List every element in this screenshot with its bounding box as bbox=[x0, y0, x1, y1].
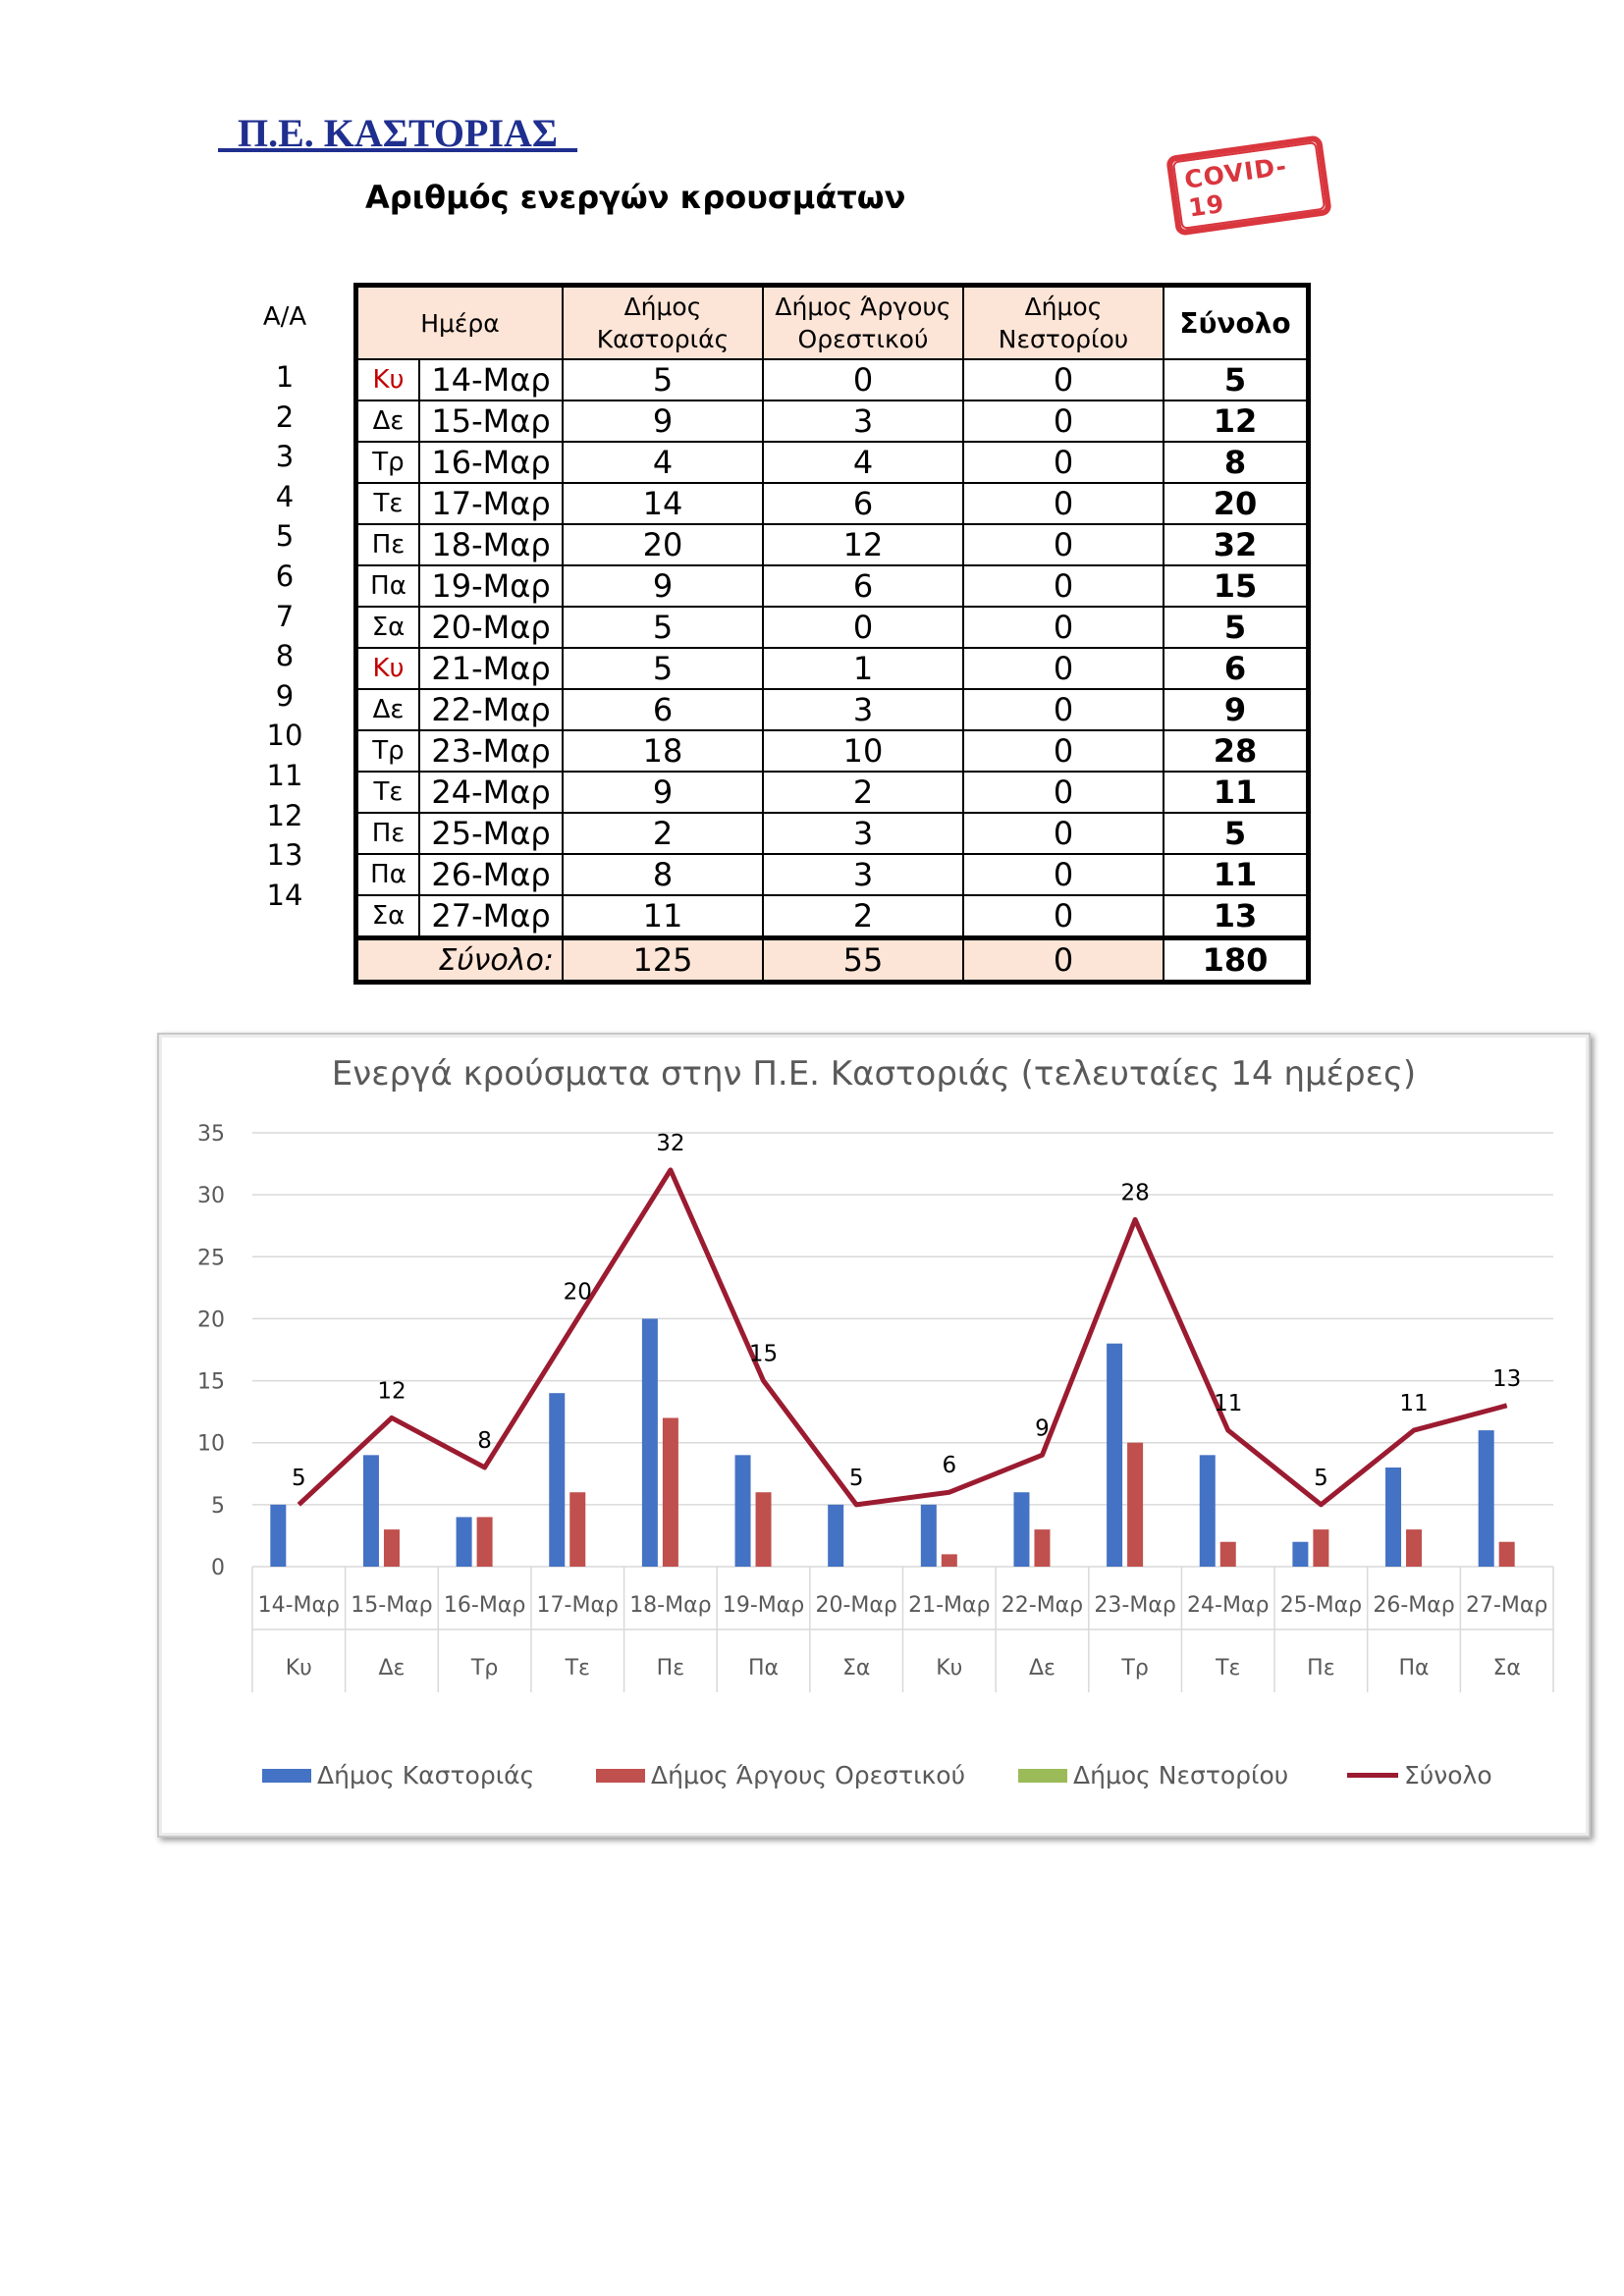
data-label: 13 bbox=[1492, 1365, 1522, 1392]
aa-header: Α/Α bbox=[262, 302, 307, 332]
row-number: 5 bbox=[275, 519, 295, 554]
legend-label: Δήμος Άργους Ορεστικού bbox=[651, 1761, 966, 1789]
kastoria-cell: 5 bbox=[563, 607, 763, 648]
x-day-label: Σα bbox=[1492, 1656, 1521, 1681]
x-tick-label: 18-Μαρ bbox=[629, 1593, 712, 1618]
total-cell: 6 bbox=[1164, 648, 1309, 689]
bar bbox=[384, 1529, 400, 1567]
argos-cell: 1 bbox=[763, 648, 963, 689]
legend-label: Δήμος Νεστορίου bbox=[1073, 1761, 1289, 1789]
nestorio-cell: 0 bbox=[963, 895, 1164, 938]
x-day-label: Κυ bbox=[936, 1656, 963, 1681]
kastoria-cell: 2 bbox=[563, 813, 763, 854]
legend-swatch-icon bbox=[596, 1769, 645, 1783]
kastoria-cell: 18 bbox=[563, 730, 763, 772]
table-row bbox=[356, 813, 1309, 854]
argos-cell: 2 bbox=[763, 772, 963, 813]
y-tick-label: 15 bbox=[197, 1369, 225, 1395]
legend-item bbox=[1018, 1761, 1288, 1789]
date-cell: 25-Μαρ bbox=[419, 813, 563, 854]
table-row bbox=[356, 854, 1309, 895]
nestorio-cell: 0 bbox=[963, 607, 1164, 648]
bar bbox=[1107, 1344, 1122, 1567]
cases-table bbox=[353, 283, 1311, 985]
data-label: 20 bbox=[563, 1279, 592, 1306]
kastoria-cell: 8 bbox=[563, 854, 763, 895]
x-tick-label: 24-Μαρ bbox=[1187, 1593, 1270, 1618]
x-tick-label: 21-Μαρ bbox=[908, 1593, 991, 1618]
total-header: Σύνολο bbox=[1164, 286, 1309, 360]
date-cell: 22-Μαρ bbox=[419, 689, 563, 730]
bar bbox=[1292, 1542, 1308, 1567]
bar bbox=[663, 1417, 678, 1567]
data-label: 28 bbox=[1120, 1180, 1150, 1206]
x-day-label: Πα bbox=[1398, 1656, 1430, 1681]
y-tick-label: 35 bbox=[197, 1122, 225, 1147]
row-number: 11 bbox=[266, 759, 303, 792]
nestorio-cell: 0 bbox=[963, 442, 1164, 483]
legend-item bbox=[596, 1761, 965, 1789]
y-tick-label: 10 bbox=[197, 1431, 225, 1457]
day-cell: Τρ bbox=[356, 730, 420, 772]
sum-kastoria: 125 bbox=[563, 938, 763, 983]
row-number: 2 bbox=[275, 400, 295, 434]
day-cell: Τε bbox=[356, 772, 420, 813]
day-cell: Δε bbox=[356, 689, 420, 730]
row-number: 12 bbox=[266, 798, 303, 832]
bar bbox=[1034, 1529, 1050, 1567]
x-tick-label: 16-Μαρ bbox=[443, 1593, 526, 1618]
kastoria-cell: 9 bbox=[563, 400, 763, 442]
y-tick-label: 25 bbox=[197, 1246, 225, 1271]
bar bbox=[569, 1492, 585, 1567]
x-tick-label: 14-Μαρ bbox=[257, 1593, 341, 1618]
bar bbox=[1479, 1430, 1494, 1567]
date-cell: 19-Μαρ bbox=[419, 565, 563, 607]
nestorio-cell: 0 bbox=[963, 648, 1164, 689]
kastoria-cell: 9 bbox=[563, 772, 763, 813]
table-row bbox=[356, 359, 1309, 400]
x-day-label: Δε bbox=[378, 1656, 406, 1681]
row-number: 3 bbox=[275, 440, 295, 474]
total-cell: 5 bbox=[1164, 607, 1309, 648]
bar bbox=[457, 1517, 472, 1567]
argos-cell: 3 bbox=[763, 813, 963, 854]
bar bbox=[942, 1554, 957, 1567]
argos-cell: 10 bbox=[763, 730, 963, 772]
y-tick-label: 30 bbox=[197, 1184, 225, 1209]
total-cell: 5 bbox=[1164, 813, 1309, 854]
nestorio-cell: 0 bbox=[963, 400, 1164, 442]
y-tick-label: 20 bbox=[197, 1308, 225, 1333]
data-label: 5 bbox=[1314, 1465, 1328, 1491]
y-tick-label: 0 bbox=[211, 1556, 225, 1580]
nestorio-cell: 0 bbox=[963, 813, 1164, 854]
argos-cell: 0 bbox=[763, 359, 963, 400]
sum-nestorio: 0 bbox=[963, 938, 1164, 983]
row-number: 14 bbox=[266, 878, 303, 912]
x-tick-label: 26-Μαρ bbox=[1373, 1593, 1455, 1618]
document-subtitle: Αριθμός ενεργών κρουσμάτων bbox=[365, 179, 906, 216]
bar bbox=[1200, 1455, 1216, 1567]
day-cell: Κυ bbox=[356, 359, 420, 400]
table-row bbox=[356, 648, 1309, 689]
date-cell: 17-Μαρ bbox=[419, 483, 563, 524]
total-cell: 15 bbox=[1164, 565, 1309, 607]
day-cell: Δε bbox=[356, 400, 420, 442]
kastoria-cell: 11 bbox=[563, 895, 763, 938]
date-cell: 15-Μαρ bbox=[419, 400, 563, 442]
legend-line-icon bbox=[1347, 1773, 1398, 1778]
x-day-label: Τρ bbox=[470, 1656, 499, 1681]
argos-cell: 12 bbox=[763, 524, 963, 565]
x-day-label: Σα bbox=[841, 1656, 871, 1681]
day-cell: Σα bbox=[356, 895, 420, 938]
row-number: 9 bbox=[275, 678, 295, 713]
sum-total: 180 bbox=[1164, 938, 1309, 983]
argos-cell: 6 bbox=[763, 483, 963, 524]
bar bbox=[1127, 1443, 1143, 1567]
nestorio-cell: 0 bbox=[963, 854, 1164, 895]
kastoria-cell: 14 bbox=[563, 483, 763, 524]
kastoria-header: Δήμος Καστοριάς bbox=[563, 286, 763, 360]
bar bbox=[1499, 1542, 1515, 1567]
table-row bbox=[356, 565, 1309, 607]
sum-argos: 55 bbox=[763, 938, 963, 983]
table-row bbox=[356, 772, 1309, 813]
argos-cell: 6 bbox=[763, 565, 963, 607]
date-cell: 18-Μαρ bbox=[419, 524, 563, 565]
bar bbox=[477, 1517, 493, 1567]
day-cell: Κυ bbox=[356, 648, 420, 689]
bar bbox=[270, 1505, 286, 1567]
data-label: 32 bbox=[656, 1130, 685, 1156]
day-cell: Σα bbox=[356, 607, 420, 648]
data-label: 9 bbox=[1035, 1415, 1050, 1442]
day-header: Ημέρα bbox=[356, 286, 564, 360]
total-cell: 32 bbox=[1164, 524, 1309, 565]
nestorio-cell: 0 bbox=[963, 524, 1164, 565]
bar bbox=[549, 1393, 565, 1567]
x-tick-label: 22-Μαρ bbox=[1001, 1593, 1084, 1618]
row-number: 10 bbox=[266, 719, 303, 753]
argos-cell: 3 bbox=[763, 854, 963, 895]
data-label: 12 bbox=[377, 1378, 406, 1405]
legend-item bbox=[262, 1761, 534, 1789]
x-day-label: Κυ bbox=[285, 1656, 312, 1681]
nestorio-cell: 0 bbox=[963, 772, 1164, 813]
legend-swatch-icon bbox=[262, 1769, 311, 1783]
table-row bbox=[356, 689, 1309, 730]
x-tick-label: 19-Μαρ bbox=[722, 1593, 805, 1618]
table-row bbox=[356, 895, 1309, 938]
x-day-label: Πα bbox=[748, 1656, 780, 1681]
total-cell: 20 bbox=[1164, 483, 1309, 524]
bar bbox=[1013, 1492, 1029, 1567]
x-tick-label: 15-Μαρ bbox=[351, 1593, 433, 1618]
kastoria-cell: 9 bbox=[563, 565, 763, 607]
covid-stamp-icon bbox=[1165, 134, 1332, 236]
x-day-label: Τε bbox=[1216, 1656, 1241, 1681]
total-cell: 12 bbox=[1164, 400, 1309, 442]
x-tick-label: 20-Μαρ bbox=[815, 1593, 897, 1618]
total-line bbox=[298, 1170, 1506, 1505]
data-label: 5 bbox=[292, 1465, 306, 1491]
total-cell: 5 bbox=[1164, 359, 1309, 400]
kastoria-cell: 20 bbox=[563, 524, 763, 565]
total-cell: 28 bbox=[1164, 730, 1309, 772]
bar bbox=[735, 1455, 751, 1567]
day-cell: Τρ bbox=[356, 442, 420, 483]
date-cell: 27-Μαρ bbox=[419, 895, 563, 938]
data-label: 11 bbox=[1214, 1391, 1243, 1417]
table-row bbox=[356, 483, 1309, 524]
y-tick-label: 5 bbox=[211, 1493, 225, 1519]
total-cell: 9 bbox=[1164, 689, 1309, 730]
total-cell: 8 bbox=[1164, 442, 1309, 483]
date-cell: 26-Μαρ bbox=[419, 854, 563, 895]
date-cell: 16-Μαρ bbox=[419, 442, 563, 483]
bar bbox=[1406, 1529, 1422, 1567]
table-row bbox=[356, 607, 1309, 648]
sum-label: Σύνολο: bbox=[356, 938, 564, 983]
total-cell: 11 bbox=[1164, 854, 1309, 895]
total-cell: 13 bbox=[1164, 895, 1309, 938]
nestorio-cell: 0 bbox=[963, 689, 1164, 730]
stamp-text: COVID-19 bbox=[1172, 141, 1326, 230]
kastoria-cell: 6 bbox=[563, 689, 763, 730]
row-number: 13 bbox=[266, 838, 303, 873]
bar bbox=[363, 1455, 379, 1567]
table-row bbox=[356, 442, 1309, 483]
date-cell: 24-Μαρ bbox=[419, 772, 563, 813]
argos-cell: 2 bbox=[763, 895, 963, 938]
argos-cell: 3 bbox=[763, 689, 963, 730]
x-tick-label: 27-Μαρ bbox=[1465, 1593, 1548, 1618]
chart-title: Ενεργά κρούσματα στην Π.Ε. Καστοριάς (τελευταίες 14 ημέρες) bbox=[331, 1054, 1417, 1094]
date-cell: 14-Μαρ bbox=[419, 359, 563, 400]
x-tick-label: 23-Μαρ bbox=[1094, 1593, 1176, 1618]
x-day-label: Τε bbox=[565, 1656, 590, 1681]
bar bbox=[1313, 1529, 1328, 1567]
nestorio-cell: 0 bbox=[963, 483, 1164, 524]
data-label: 5 bbox=[848, 1465, 864, 1491]
bar bbox=[921, 1505, 937, 1567]
data-label: 8 bbox=[477, 1427, 492, 1454]
date-cell: 21-Μαρ bbox=[419, 648, 563, 689]
argos-cell: 0 bbox=[763, 607, 963, 648]
x-day-label: Δε bbox=[1028, 1656, 1056, 1681]
region-title: Π.Ε. ΚΑΣΤΟΡΙΑΣ bbox=[218, 111, 578, 155]
kastoria-cell: 4 bbox=[563, 442, 763, 483]
nestorio-header: Δήμος Νεστορίου bbox=[963, 286, 1164, 360]
x-day-label: Πε bbox=[1307, 1656, 1335, 1681]
argos-cell: 3 bbox=[763, 400, 963, 442]
table-row bbox=[356, 730, 1309, 772]
row-number: 1 bbox=[275, 360, 295, 394]
chart-frame bbox=[157, 1033, 1591, 1838]
argos-cell: 4 bbox=[763, 442, 963, 483]
bar bbox=[756, 1492, 772, 1567]
bar bbox=[1385, 1468, 1401, 1567]
nestorio-cell: 0 bbox=[963, 565, 1164, 607]
sum-row bbox=[356, 938, 1309, 983]
legend-item bbox=[1347, 1761, 1492, 1789]
kastoria-cell: 5 bbox=[563, 648, 763, 689]
legend-label: Δήμος Καστοριάς bbox=[317, 1761, 535, 1789]
argos-header: Δήμος Άργους Ορεστικού bbox=[763, 286, 963, 360]
day-cell: Πα bbox=[356, 854, 420, 895]
row-number: 4 bbox=[275, 479, 295, 513]
x-day-label: Πε bbox=[656, 1656, 685, 1681]
data-label: 11 bbox=[1399, 1391, 1429, 1417]
day-cell: Πε bbox=[356, 813, 420, 854]
x-tick-label: 17-Μαρ bbox=[536, 1593, 619, 1618]
bar bbox=[642, 1318, 658, 1567]
day-cell: Τε bbox=[356, 483, 420, 524]
legend-label: Σύνολο bbox=[1404, 1761, 1492, 1789]
legend-swatch-icon bbox=[1018, 1769, 1067, 1783]
table-header-row bbox=[356, 286, 1309, 360]
bar bbox=[828, 1505, 843, 1567]
total-cell: 11 bbox=[1164, 772, 1309, 813]
table-row bbox=[356, 524, 1309, 565]
row-number: 7 bbox=[275, 599, 295, 633]
data-label: 6 bbox=[942, 1453, 957, 1479]
table-row bbox=[356, 400, 1309, 442]
data-label: 15 bbox=[748, 1341, 779, 1367]
x-tick-label: 25-Μαρ bbox=[1279, 1593, 1363, 1618]
bar bbox=[1220, 1542, 1236, 1567]
day-cell: Πα bbox=[356, 565, 420, 607]
nestorio-cell: 0 bbox=[963, 359, 1164, 400]
x-day-label: Τρ bbox=[1121, 1656, 1149, 1681]
nestorio-cell: 0 bbox=[963, 730, 1164, 772]
kastoria-cell: 5 bbox=[563, 359, 763, 400]
day-cell: Πε bbox=[356, 524, 420, 565]
combo-chart bbox=[159, 1035, 1589, 1836]
row-number: 8 bbox=[275, 639, 295, 673]
row-number: 6 bbox=[275, 560, 295, 593]
date-cell: 20-Μαρ bbox=[419, 607, 563, 648]
date-cell: 23-Μαρ bbox=[419, 730, 563, 772]
